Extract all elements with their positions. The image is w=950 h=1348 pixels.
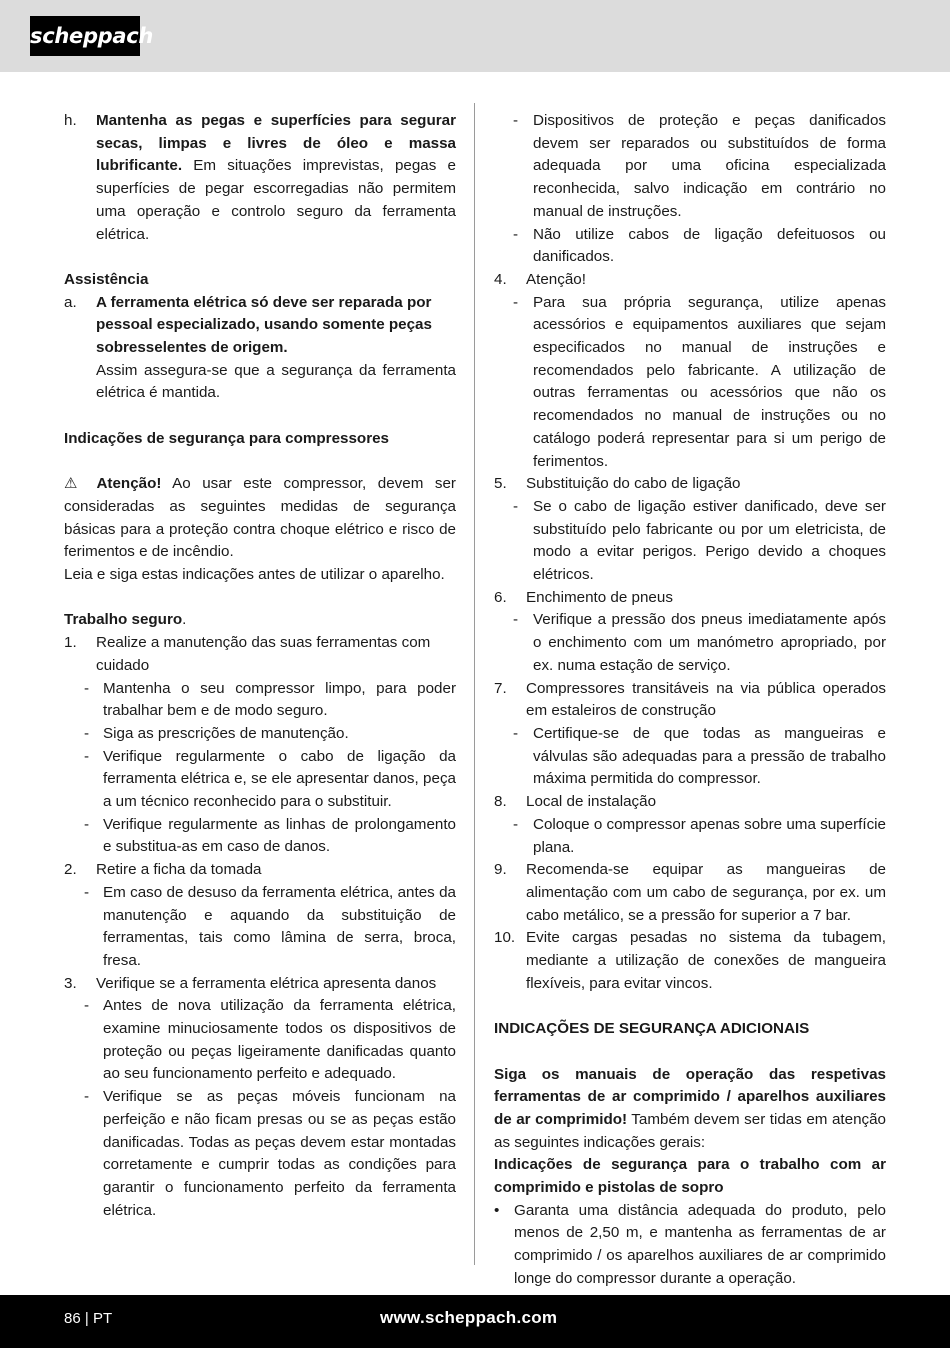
item-a-bold: A ferramenta elétrica só deve ser reparada por pessoal especializado, usando somente peças sobresselentes de origem. bbox=[96, 293, 432, 357]
bullet-item: • Garanta uma distância adequada do produto, pelo menos de 2,50 m, e mantenha as ferramentas de ar comprimido / os aparelhos auxiliares de ar comprimido longe do compressor durante a operação. bbox=[494, 1201, 886, 1287]
list-subitem: - Mantenha o seu compressor limpo, para poder trabalhar bem e de modo seguro. bbox=[84, 679, 456, 720]
list-subitem: - Verifique regularmente as linhas de prolongamento e substitua-as em caso de danos. bbox=[84, 815, 456, 856]
list-item-7: 7. Compressores transitáveis na via pública operados em estaleiros de construção bbox=[494, 679, 886, 720]
list-item-9: 9. Recomenda-se equipar as mangueiras de alimentação com um cabo de segurança, por ex. um cabo metálico, se a pressão for superior a 7 bar. bbox=[494, 861, 886, 924]
list-subitem: - Verifique se as peças móveis funcionam na perfeição e não ficam presas ou se as peças estão danificadas. Todas as peças devem estar montadas corretamente e cumprir todas as condições para garantir o funcionamento perfeito da ferramenta elétrica. bbox=[84, 1088, 456, 1219]
section-heading-assistencia: Assistência bbox=[64, 270, 149, 288]
item-marker: 5. bbox=[494, 475, 507, 493]
list-item-2: 2. Retire a ficha da tomada bbox=[64, 859, 456, 882]
section-heading-ar-comprimido: Indicações de segurança para o trabalho com ar comprimido e pistolas de sopro bbox=[494, 1156, 886, 1197]
bullet-icon: • bbox=[494, 1201, 500, 1219]
item-marker: a. bbox=[64, 293, 77, 311]
warning-paragraph: ⚠ Atenção! Ao usar este compressor, devem ser consideradas as seguintes medidas de segurança básicas para a proteção contra choque elétrico e risco de ferimentos e de incêndio. bbox=[64, 475, 456, 561]
page-footer bbox=[0, 1295, 950, 1348]
warning-icon: ⚠ bbox=[64, 475, 85, 493]
item-marker: 8. bbox=[494, 793, 507, 811]
list-subitem: - Dispositivos de proteção e peças danificados devem ser reparados ou substituídos de forma adequada por uma oficina especializada reconhecida, salvo indicação em contrário no manual de instruções. bbox=[513, 112, 886, 220]
manuals-paragraph: Siga os manuais de operação das respetivas ferramentas de ar comprimido / aparelhos auxiliares de ar comprimido! Também devem ser tidas em atenção as seguintes indicações gerais: bbox=[494, 1065, 886, 1151]
list-item-10: 10. Evite cargas pesadas no sistema da tubagem, mediante a utilização de conexões de mangueira flexíveis, para evitar vincos. bbox=[494, 929, 886, 992]
item-marker: 2. bbox=[64, 861, 77, 879]
item-marker: 3. bbox=[64, 974, 77, 992]
list-item-5: 5. Substituição do cabo de ligação bbox=[494, 473, 886, 496]
list-item-1: 1. Realize a manutenção das suas ferramentas com cuidado bbox=[64, 634, 431, 674]
item-marker: 7. bbox=[494, 679, 507, 697]
list-subitem: - Para sua própria segurança, utilize apenas acessórios e equipamentos auxiliares que sejam especificados no manual de instruções e recomendados pelo fabricante. A utilização de outras ferramentas ou acessórios que não os recomendados no manual de instruções ou no catálogo poderá representar para si um perigo de ferimentos. bbox=[513, 293, 886, 470]
warning-label: Atenção! bbox=[96, 475, 162, 493]
item-a bbox=[64, 292, 456, 360]
scheppach-logo: scheppach bbox=[30, 16, 140, 56]
page-number: 86 | PT bbox=[64, 1310, 113, 1327]
item-marker: 6. bbox=[494, 588, 507, 606]
list-subitem: - Verifique a pressão dos pneus imediatamente após o enchimento com um manómetro apropriado, por ex. numa estação de serviço. bbox=[513, 611, 886, 674]
list-subitem: - Verifique regularmente o cabo de ligação da ferramenta elétrica e, se ele apresentar danos, peça a um técnico reconhecido para o substituir. bbox=[84, 747, 456, 811]
item-h-bold: Mantenha as pegas e superfícies para segurar secas, limpas e livres de óleo e massa lubrificante. bbox=[96, 112, 456, 175]
section-heading-compressores: Indicações de segurança para compressores bbox=[64, 429, 389, 447]
item-marker: h. bbox=[64, 112, 77, 129]
section-heading-adicionais: INDICAÇÕES DE SEGURANÇA ADICIONAIS bbox=[494, 1020, 810, 1038]
list-subitem: - Em caso de desuso da ferramenta elétrica, antes da manutenção e aquando da substituição de ferramentas, tais como lâmina de serra, broca, fresa. bbox=[84, 883, 456, 969]
list-subitem: - Não utilize cabos de ligação defeituosos ou danificados. bbox=[513, 225, 886, 266]
page-header bbox=[0, 0, 950, 72]
list-item-8: 8. Local de instalação bbox=[494, 791, 886, 814]
list-subitem: - Siga as prescrições de manutenção. bbox=[84, 724, 349, 742]
list-subitem: - Certifique-se de que todas as mangueiras e válvulas são adequadas para a pressão de trabalho máxima permitida do compressor. bbox=[513, 724, 886, 788]
item-h bbox=[64, 110, 456, 246]
right-column bbox=[494, 110, 886, 1291]
item-marker: 10. bbox=[494, 929, 516, 947]
website-url: www.scheppach.com bbox=[380, 1308, 558, 1327]
item-h-text: Em situações imprevistas, pegas e superfícies de pegar escorregadias não permitem uma operação e controlo seguro da ferramenta elétrica. bbox=[96, 157, 456, 243]
list-subitem: - Coloque o compressor apenas sobre uma superfície plana. bbox=[513, 815, 886, 856]
item-marker: 4. bbox=[494, 270, 507, 288]
item-marker: 9. bbox=[494, 861, 507, 879]
list-subitem: - Antes de nova utilização da ferramenta elétrica, examine minuciosamente todos os dispositivos de proteção ou peças ligeiramente danificadas quanto ao seu funcionamento perfeito e adequado. bbox=[84, 997, 456, 1083]
list-item-3: 3. Verifique se a ferramenta elétrica apresenta danos bbox=[64, 973, 456, 996]
left-column bbox=[64, 110, 456, 1222]
read-instructions-text: Leia e siga estas indicações antes de utilizar o aparelho. bbox=[64, 566, 445, 584]
item-marker: 1. bbox=[64, 634, 77, 652]
column-divider bbox=[474, 103, 475, 1265]
item-a-text: Assim assegura-se que a segurança da ferramenta elétrica é mantida. bbox=[96, 361, 456, 402]
section-heading-trabalho: Trabalho seguro. bbox=[64, 611, 187, 629]
list-item-6: 6. Enchimento de pneus bbox=[494, 587, 886, 610]
list-subitem: - Se o cabo de ligação estiver danificado, deve ser substituído pelo fabricante ou por um eletricista, de modo a evitar perigos. Perigo devido a choques elétricos. bbox=[513, 497, 886, 584]
list-item-4: 4. Atenção! bbox=[494, 269, 886, 292]
